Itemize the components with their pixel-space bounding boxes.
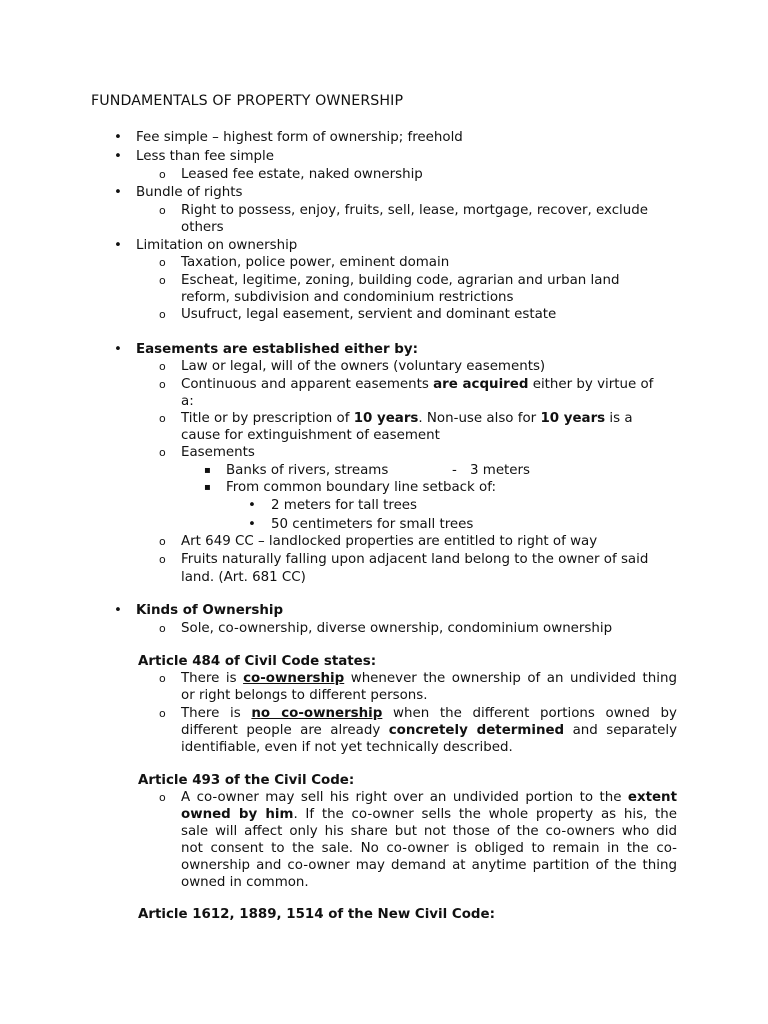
- circle-marker: o: [159, 308, 166, 321]
- art493-line-2: owned by him. If the co-owner sells the whole property as his, the: [181, 807, 678, 822]
- art484-no-coownership-end: identifiable, even if not yet technically described.: [181, 740, 513, 755]
- circle-marker: o: [159, 256, 166, 269]
- bullet-marker: •: [114, 238, 122, 253]
- list-item-limitation: Limitation on ownership: [136, 238, 298, 253]
- kinds-item: Sole, co-ownership, diverse ownership, condominium ownership: [181, 621, 613, 636]
- art493-line-5: ownership and co-owner may demand at anytime partition of the thing: [181, 858, 677, 873]
- art484-no-coownership-cont: different people are already concretely determined and separately: [181, 723, 677, 738]
- easement-title: Title or by prescription of 10 years. Non-use also for 10 years is a: [181, 411, 633, 426]
- easement-banks-dash: -: [452, 463, 457, 478]
- bullet-marker: •: [114, 149, 122, 164]
- bullet-marker: •: [114, 342, 122, 357]
- art493-line-6: owned in common.: [181, 875, 309, 890]
- easement-tall-trees: 2 meters for tall trees: [271, 498, 418, 513]
- sub-item-usufruct: Usufruct, legal easement, servient and dominant estate: [181, 307, 557, 322]
- circle-marker: o: [159, 274, 166, 287]
- easements-heading: Easements are established either by:: [136, 342, 418, 357]
- circle-marker: o: [159, 360, 166, 373]
- sub-item-right-possess: Right to possess, enjoy, fruits, sell, lease, mortgage, recover, exclude: [181, 203, 649, 218]
- circle-marker: o: [159, 378, 166, 391]
- kinds-heading: Kinds of Ownership: [136, 603, 284, 618]
- easement-label: Easements: [181, 445, 255, 460]
- easement-boundary: From common boundary line setback of:: [226, 480, 496, 495]
- easement-banks-value: 3 meters: [470, 463, 531, 478]
- sub-item-right-possess-cont: others: [181, 220, 224, 235]
- circle-marker: o: [159, 707, 166, 720]
- easement-law: Law or legal, will of the owners (voluntary easements): [181, 359, 546, 374]
- circle-marker: o: [159, 412, 166, 425]
- circle-marker: o: [159, 168, 166, 181]
- bullet-marker: •: [114, 130, 122, 145]
- sub-item-escheat-cont: reform, subdivision and condominium restrictions: [181, 290, 514, 305]
- list-item-fee-simple: Fee simple – highest form of ownership; freehold: [136, 130, 463, 145]
- circle-marker: o: [159, 672, 166, 685]
- easement-fruits: Fruits naturally falling upon adjacent land belong to the owner of said: [181, 552, 649, 567]
- bullet-marker: •: [248, 498, 256, 513]
- art484-no-coownership: There is no co-ownership when the different portions owned by: [181, 706, 677, 721]
- easement-banks: Banks of rivers, streams: [226, 463, 389, 478]
- circle-marker: o: [159, 204, 166, 217]
- art484-heading: Article 484 of Civil Code states:: [138, 654, 377, 669]
- circle-marker: o: [159, 791, 166, 804]
- sub-item-leased-fee: Leased fee estate, naked ownership: [181, 167, 423, 182]
- circle-marker: o: [159, 553, 166, 566]
- easement-title-cont: cause for extinguishment of easement: [181, 428, 440, 443]
- art493-line-3: sale will affect only his share but not those of the co-owners who did: [181, 824, 677, 839]
- art493-line-1: A co-owner may sell his right over an undivided portion to the extent: [181, 790, 677, 805]
- circle-marker: o: [159, 535, 166, 548]
- art484-coownership-cont: or right belongs to different persons.: [181, 688, 428, 703]
- list-item-bundle: Bundle of rights: [136, 185, 243, 200]
- square-marker: ▪: [204, 465, 211, 476]
- circle-marker: o: [159, 446, 166, 459]
- art493-heading: Article 493 of the Civil Code:: [138, 773, 355, 788]
- easement-art649: Art 649 CC – landlocked properties are entitled to right of way: [181, 534, 598, 549]
- sub-item-taxation: Taxation, police power, eminent domain: [181, 255, 450, 270]
- bullet-marker: •: [114, 603, 122, 618]
- page-title: FUNDAMENTALS OF PROPERTY OWNERSHIP: [91, 93, 404, 109]
- bullet-marker: •: [248, 517, 256, 532]
- easement-small-trees: 50 centimeters for small trees: [271, 517, 474, 532]
- circle-marker: o: [159, 622, 166, 635]
- easement-continuous: Continuous and apparent easements are acquired either by virtue of: [181, 377, 654, 392]
- art493-line-4: not consent to the sale. No co-owner is obliged to remain in the co-: [181, 841, 677, 856]
- list-item-less-than-fee: Less than fee simple: [136, 149, 275, 164]
- easement-continuous-cont: a:: [181, 394, 194, 409]
- sub-item-escheat: Escheat, legitime, zoning, building code, agrarian and urban land: [181, 273, 620, 288]
- art484-coownership: There is co-ownership whenever the ownership of an undivided thing: [181, 671, 677, 686]
- square-marker: ▪: [204, 482, 211, 493]
- easement-fruits-cont: land. (Art. 681 CC): [181, 570, 306, 585]
- bullet-marker: •: [114, 185, 122, 200]
- art1612-heading: Article 1612, 1889, 1514 of the New Civil Code:: [138, 907, 495, 922]
